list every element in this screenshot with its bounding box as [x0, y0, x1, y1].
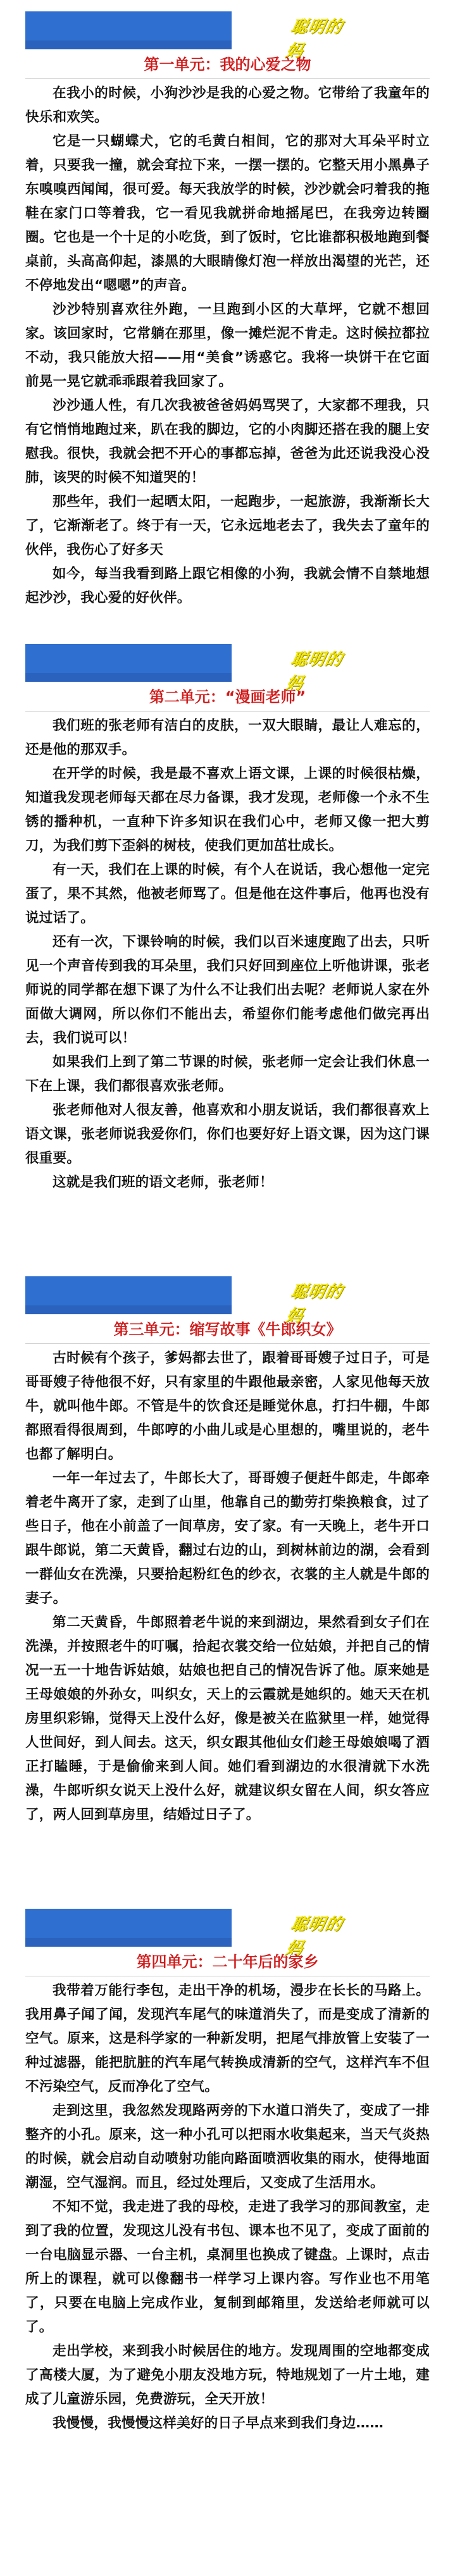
unit-title: 第二单元：“漫画老师”	[149, 688, 306, 706]
paragraph: 古时候有个孩子，爹妈都去世了，跟着哥哥嫂子过日子，可是哥哥嫂子待他很不好，只有家里的牛跟他最亲密，人家见他每天放牛，就叫他牛郎。不管是牛的饮食还是睡觉休息，打扫牛棚，牛郎都照看得很周到，牛郎哼的小曲儿或是心里想的，嘴里说的，老牛也都了解明白。	[25, 1350, 430, 1462]
blue-header-block	[25, 1276, 232, 1314]
paragraph: 如今，每当我看到路上跟它相像的小狗，我就会情不自禁地想起沙沙，我心爱的好伙伴。	[25, 566, 430, 606]
unit-banner	[0, 1265, 455, 1326]
blue-header-block	[25, 644, 232, 682]
unit-1	[0, 0, 455, 610]
unit-banner	[0, 1897, 455, 1958]
paragraph: 走到这里，我忽然发现路两旁的下水道口消失了，变成了一排整齐的小孔。原来，这一种小孔可以把雨水收集起来，当天气炎热的时候，就会启动自动喷射功能向路面喷洒收集的雨水，使得地面潮湿，空气湿润。而且，经过处理后，又变成了生活用水。	[25, 2103, 430, 2191]
unit-2	[0, 632, 455, 1195]
unit-title: 第三单元：缩写故事《牛郎织女》	[113, 1321, 342, 1338]
blue-header-block	[25, 1909, 232, 1947]
unit-3	[0, 1265, 455, 1827]
logo-stamp: 聪明的妈	[284, 18, 345, 61]
logo-stamp: 聪明的妈	[284, 1283, 345, 1326]
unit-body	[25, 1976, 430, 2436]
paragraph: 我们班的张老师有洁白的皮肤，一双大眼睛，最让人难忘的，还是他的那双手。	[25, 718, 430, 758]
paragraph: 张老师他对人很友善，他喜欢和小朋友说话，我们都很喜欢上语文课，张老师说我爱你们，你们也要好好上语文课，因为这门课很重要。	[25, 1102, 430, 1166]
paragraph: 在开学的时候，我是最不喜欢上语文课，上课的时候很枯燥，知道我发现老师每天都在尽力备课，我才发现，老师像一个永不生锈的播种机，一直种下许多知识在我们心中，老师又像一把大剪刀，为我们剪下歪斜的树枝，使我们更加茁壮成长。	[25, 766, 430, 854]
paragraph: 我慢慢，我慢慢这样美好的日子早点来到我们身边……	[53, 2415, 384, 2431]
paragraph: 一年一年过去了，牛郎长大了，哥哥嫂子便赶牛郎走，牛郎牵着老牛离开了家，走到了山里，他靠自己的勤劳打柴换粮食，过了些日子，他在小前盖了一间草房，安了家。有一天晚上，老牛开口跟牛郎说，第二天黄昏，翻过右边的山，到树林前边的湖，会看到一群仙女在洗澡，只要拾起粉红色的纱衣，衣裳的主人就是牛郎的妻子。	[25, 1470, 430, 1606]
paragraph: 有一天，我们在上课的时候，有个人在说话，我心想他一定完蛋了，果不其然，他被老师骂了。但是他在这件事后，他再也没有说过话了。	[25, 862, 430, 926]
unit-title-bar	[25, 682, 430, 712]
paragraph: 在我小的时候，小狗沙沙是我的心爱之物。它带给了我童年的快乐和欢笑。	[25, 85, 430, 125]
unit-title-bar	[25, 1947, 430, 1976]
paragraph: 沙沙通人性，有几次我被爸爸妈妈骂哭了，大家都不理我，只有它悄悄地跑过来，趴在我的脚边，它的小肉脚还搭在我的腿上安慰我。很快，我就会把不开心的事都忘掉，爸爸为此还说我没心没肺，该哭的时候不知道哭的！	[25, 398, 430, 486]
blue-header-block	[25, 11, 232, 49]
paragraph: 它是一只蝴蝶犬，它的毛黄白相间，它的那对大耳朵平时立着，只要我一撞，就会耷拉下来，一摆一摆的。它整天用小黑鼻子东嗅嗅西闻闻，很可爱。每天我放学的时候，沙沙就会叼着我的拖鞋在家门口等着我，它一看见我就拼命地摇尾巴，在我旁边转圈圈。它也是一个十足的小吃货，到了饭时，它比谁都积极地跑到餐桌前，头高高仰起，漆黑的大眼睛像灯泡一样放出渴望的光芒，还不停地发出“嗯嗯”的声音。	[25, 133, 430, 293]
paragraph: 这就是我们班的语文老师，张老师！	[53, 1174, 273, 1190]
unit-banner	[0, 0, 455, 61]
logo-stamp: 聪明的妈	[284, 1915, 345, 1958]
paragraph: 那些年，我们一起晒太阳，一起跑步，一起旅游，我渐渐长大了，它渐渐老了。终于有一天，它永远地老去了，我失去了童年的伙伴，我伤心了好多天	[25, 494, 430, 558]
logo-stamp: 聪明的妈	[284, 650, 345, 693]
paragraph: 第二天黄昏，牛郎照着老牛说的来到湖边，果然看到女子们在洗澡，并按照老牛的叮嘱，拾起衣裳交给一位姑娘，并把自己的情况一五一十地告诉姑娘，姑娘也把自己的情况告诉了他。原来她是王母娘娘的外孙女，叫织女，天上的云霞就是她织的。她天天在机房里织彩锦，觉得天上没什么好，像是被关在监狱里一样，她觉得人世间好，到人间去。这天，织女跟其他仙女们趁王母娘娘喝了酒正打瞌睡，于是偷偷来到人间。她们看到湖边的水很清就下水洗澡，牛郎听织女说天上没什么好，就建议织女留在人间，织女答应了，两人回到草房里，结婚过日子了。	[25, 1615, 430, 1823]
unit-body	[25, 712, 430, 1195]
unit-4	[0, 1897, 455, 2436]
unit-banner	[0, 632, 455, 693]
paragraph: 我带着万能行李包，走出干净的机场，漫步在长长的马路上。我用鼻子闻了闻，发现汽车尾气的味道消失了，而是变成了清新的空气。原来，这是科学家的一种新发明，把尾气排放管上安装了一种过滤器，能把肮脏的汽车尾气转换成清新的空气，这样汽车不但不污染空气，反而净化了空气。	[25, 1983, 430, 2095]
paragraph: 还有一次，下课铃响的时候，我们以百米速度跑了出去，只听见一个声音传到我的耳朵里，我们只好回到座位上听他讲课，张老师说的同学都在想下课了为什么不让我们出去呢？老师说人家在外面做大调网，所以你们不能出去，希望你们能考虑他们做完再出去，我们说可以！	[25, 934, 430, 1046]
unit-title-bar	[25, 1314, 430, 1344]
unit-body	[25, 79, 430, 610]
paragraph: 不知不觉，我走进了我的母校，走进了我学习的那间教室，走到了我的位置，发现这儿没有书包、课本也不见了，变成了面前的一台电脑显示器、一台主机，桌洞里也换成了键盘。上课时，点击所上的课程，就可以像翻书一样学习上课内容。写作业也不用笔了，只要在电脑上完成作业，复制到邮箱里，发送给老师就可以了。	[25, 2199, 430, 2335]
paragraph: 如果我们上到了第二节课的时候，张老师一定会让我们休息一下在上课，我们都很喜欢张老师。	[25, 1054, 430, 1094]
paragraph: 沙沙特别喜欢往外跑，一旦跑到小区的大草坪，它就不想回家。该回家时，它常躺在那里，像一摊烂泥不肯走。这时候拉都拉不动，我只能放大招——用“美食”诱惑它。我将一块饼干在它面前晃一晃它就乖乖跟着我回家了。	[25, 302, 430, 390]
unit-title: 第一单元：我的心爱之物	[144, 56, 311, 73]
paragraph: 走出学校，来到我小时候居住的地方。发现周围的空地都变成了高楼大厦，为了避免小朋友没地方玩，特地规划了一片土地，建成了儿童游乐园，免费游玩，全天开放！	[25, 2343, 430, 2407]
unit-title: 第四单元：二十年后的家乡	[136, 1953, 319, 1971]
unit-body	[25, 1344, 430, 1827]
unit-title-bar	[25, 49, 430, 79]
